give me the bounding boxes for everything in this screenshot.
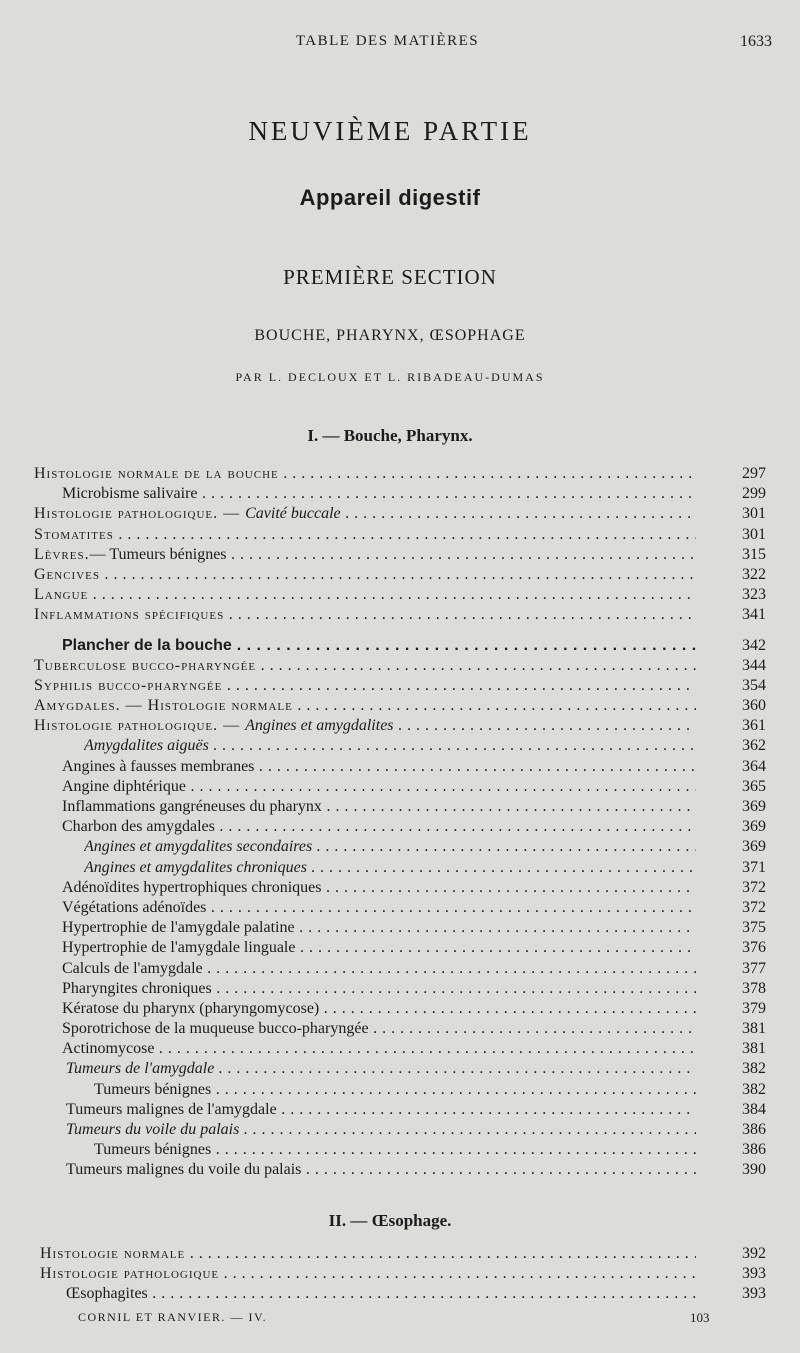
- toc-entry: [0, 525, 800, 545]
- toc-entry-text: Tumeurs bénignes: [94, 1080, 212, 1098]
- toc-entry-text: Gencives: [34, 565, 100, 583]
- toc-entry: [0, 757, 800, 777]
- toc-entry-text: Végétations adénoïdes: [62, 898, 207, 916]
- toc-entry-page: 301: [742, 525, 766, 543]
- toc-entry-page: 299: [742, 485, 766, 503]
- toc-entry-page: 369: [742, 798, 766, 815]
- toc-entry-page: 381: [742, 1020, 766, 1038]
- toc-entry: [0, 1059, 800, 1079]
- toc-entry-text: Tumeurs malignes de l'amygdale: [66, 1100, 277, 1118]
- subject-title: Appareil digestif: [299, 185, 481, 210]
- toc-entry: [0, 797, 800, 817]
- toc-entry: [0, 837, 800, 857]
- toc-entry: [0, 716, 800, 736]
- toc-entry-text: Angines à fausses membranes: [62, 757, 255, 775]
- toc-entry-page: 376: [742, 939, 766, 957]
- toc-entry-text: Amygdales. — Histologie normale: [34, 697, 293, 715]
- toc-entry: [0, 777, 800, 797]
- footer-sheet-number: 103: [690, 1310, 710, 1325]
- toc-entry-text: Lèvres.: [34, 545, 90, 563]
- toc-entry-page: 390: [742, 1161, 766, 1179]
- toc-entry-text: Angines et amygdalites secondaires: [84, 838, 313, 856]
- toc-entry-page: 301: [742, 505, 766, 523]
- toc-entry: [0, 1284, 800, 1304]
- toc-entry-subtext: Angines et amygdalites: [245, 717, 394, 735]
- toc-entry-text: Calculs de l'amygdale: [62, 959, 203, 977]
- toc-entry: [0, 636, 800, 656]
- section-subtitle: BOUCHE, PHARYNX, ŒSOPHAGE: [254, 327, 526, 344]
- toc-entry-page: 372: [742, 898, 766, 916]
- toc-entry: [0, 565, 800, 585]
- toc-entry-text: Pharyngites chroniques: [62, 979, 212, 997]
- toc-entry-page: 378: [742, 979, 766, 997]
- toc-entry-text: Charbon des amygdales: [62, 818, 215, 836]
- toc-entry-page: 377: [742, 959, 766, 977]
- chapter-heading: II. — Œsophage.: [328, 1211, 452, 1230]
- toc-entry: [0, 656, 800, 676]
- toc-entry-page: 384: [742, 1100, 766, 1118]
- toc-entry-text: Tuberculose bucco-pharyngée: [34, 656, 257, 674]
- toc-entry-text: Langue: [34, 586, 89, 604]
- toc-entry-page: 341: [742, 606, 766, 624]
- toc-entry: [0, 938, 800, 958]
- toc-entry: [0, 545, 800, 565]
- toc-entry: [0, 676, 800, 696]
- toc-entry: [0, 979, 800, 999]
- toc-entry: [0, 585, 800, 605]
- toc-entry: [0, 999, 800, 1019]
- toc-entry-page: 362: [742, 737, 766, 755]
- toc-entry: [0, 1160, 800, 1180]
- toc-entry-text: Histologie normale de la bouche: [34, 465, 279, 482]
- toc-entry-page: 379: [742, 999, 766, 1017]
- toc-entry-subtext: Cavité buccale: [245, 505, 341, 523]
- toc-entry: [0, 484, 800, 504]
- section-title: PREMIÈRE SECTION: [283, 265, 497, 289]
- toc-entry-text: Tumeurs du voile du palais: [66, 1121, 240, 1138]
- toc-entry: [0, 696, 800, 716]
- toc-entry-page: 382: [742, 1080, 766, 1098]
- toc-entry-text: Adénoïdites hypertrophiques chroniques: [62, 878, 322, 896]
- toc-entry-text: Microbisme salivaire: [62, 485, 198, 503]
- toc-entry: [0, 878, 800, 898]
- toc-entry: [0, 918, 800, 938]
- toc-entry: [0, 858, 800, 878]
- footer-signature: CORNIL ET RANVIER. — IV.: [78, 1310, 268, 1324]
- toc-entry-page: 369: [742, 818, 766, 836]
- toc-entry: [0, 1100, 800, 1120]
- toc-entry-text: Amygdalites aiguës: [84, 737, 209, 755]
- toc-entry-page: 354: [742, 676, 766, 694]
- chapter-heading: I. — Bouche, Pharynx.: [307, 426, 473, 445]
- toc-entry-page: 344: [742, 656, 766, 674]
- toc-entry: [0, 605, 800, 625]
- toc-entry-page: 322: [742, 565, 766, 583]
- toc-entry-page: 386: [742, 1121, 766, 1138]
- toc-entry-page: 386: [742, 1141, 766, 1159]
- toc-entry-page: 382: [742, 1060, 766, 1078]
- toc-entry: [0, 1244, 800, 1264]
- toc-entry: [0, 1080, 800, 1100]
- toc-entry: [0, 1120, 800, 1140]
- toc-entry-text: Kératose du pharynx (pharyngomycose): [62, 999, 320, 1017]
- toc-entry-page: 381: [742, 1040, 766, 1058]
- toc-entry: [0, 736, 800, 756]
- toc-entry-text: Tumeurs malignes du voile du palais: [66, 1161, 302, 1179]
- toc-entry-page: 371: [742, 858, 766, 876]
- toc-entry: [0, 1019, 800, 1039]
- toc-entry: [0, 817, 800, 837]
- toc-entry-text: Plancher de la bouche: [62, 636, 232, 654]
- toc-list: [0, 464, 800, 1181]
- toc-entry-text: Syphilis bucco-pharyngée: [34, 676, 223, 694]
- part-title: NEUVIÈME PARTIE: [248, 116, 532, 146]
- toc-entry-text: Histologie pathologique. —: [34, 505, 246, 523]
- toc-entry-text: Tumeurs de l'amygdale: [66, 1060, 215, 1078]
- toc-entry-page: 342: [742, 636, 766, 654]
- toc-entry-text: Histologie normale: [40, 1245, 186, 1262]
- toc-entry-page: 393: [742, 1285, 766, 1303]
- toc-entry-text: Inflammations spécifiques: [34, 606, 225, 624]
- toc-entry-text: Angines et amygdalites chroniques: [84, 858, 307, 876]
- toc-list: [0, 1244, 800, 1305]
- toc-entry: [0, 1140, 800, 1160]
- toc-entry-page: 361: [742, 717, 766, 735]
- toc-entry-text: Hypertrophie de l'amygdale palatine: [62, 919, 295, 937]
- toc-entry-page: 393: [742, 1265, 766, 1283]
- page-number: 1633: [740, 33, 772, 50]
- toc-entry: [0, 1039, 800, 1059]
- toc-entry-page: 392: [742, 1245, 766, 1262]
- toc-entry-page: 375: [742, 919, 766, 937]
- toc-entry: [0, 959, 800, 979]
- toc-entry-text: Œsophagites: [66, 1285, 148, 1303]
- toc-entry-page: 372: [742, 878, 766, 896]
- toc-entry-page: 360: [742, 697, 766, 715]
- toc-entry: [0, 504, 800, 524]
- toc-entry-text: Angine diphtérique: [62, 777, 186, 795]
- toc-entry: [0, 898, 800, 918]
- toc-entry-text: Histologie pathologique. —: [34, 717, 246, 735]
- toc-entry-page: 365: [742, 777, 766, 795]
- authors-line: PAR L. DECLOUX ET L. RIBADEAU-DUMAS: [235, 370, 545, 384]
- toc-entry-text: Tumeurs bénignes: [94, 1141, 212, 1159]
- running-title: TABLE DES MATIÈRES: [295, 33, 480, 49]
- toc-entry-text: Sporotrichose de la muqueuse bucco-pharyngée: [62, 1020, 369, 1038]
- toc-entry-page: 369: [742, 838, 766, 856]
- toc-entry-text: Stomatites: [34, 525, 114, 543]
- toc-entry-page: 297: [742, 465, 766, 482]
- toc-entry-subtext: — Tumeurs bénignes: [89, 545, 227, 563]
- toc-entry-text: Inflammations gangréneuses du pharynx: [62, 798, 322, 815]
- toc-entry-text: Hypertrophie de l'amygdale linguale: [62, 939, 296, 957]
- toc-entry-page: 323: [742, 586, 766, 604]
- toc-entry-page: 315: [742, 545, 766, 563]
- toc-entry-page: 364: [742, 757, 766, 775]
- toc-entry-text: Actinomycose: [62, 1040, 155, 1058]
- toc-entry: [0, 1264, 800, 1284]
- toc-entry: [0, 464, 800, 484]
- toc-entry-text: Histologie pathologique: [40, 1265, 220, 1283]
